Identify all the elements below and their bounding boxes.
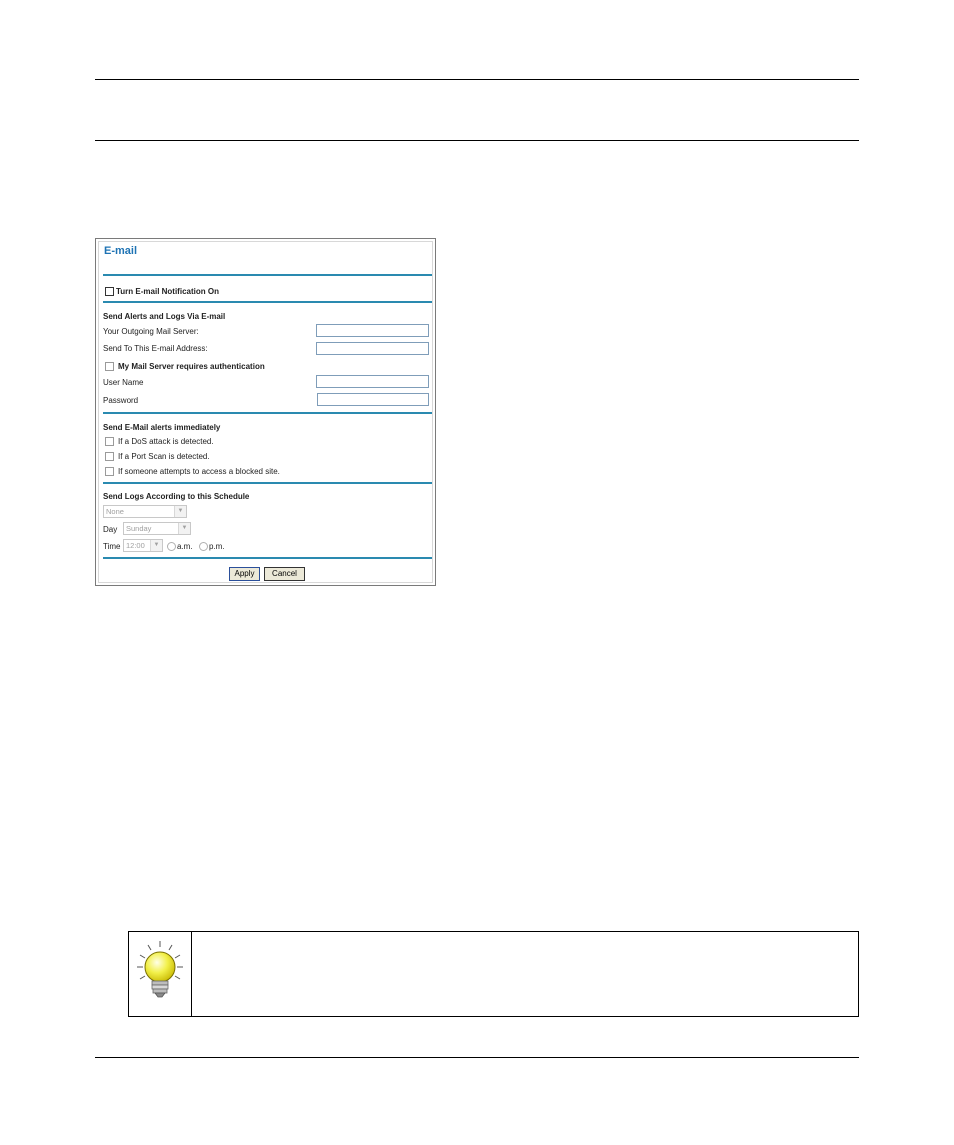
schedule-heading: Send Logs According to this Schedule <box>103 492 250 501</box>
password-label: Password <box>103 396 139 405</box>
am-radio[interactable] <box>167 542 176 551</box>
day-select[interactable] <box>123 522 191 535</box>
password-input[interactable] <box>317 393 429 406</box>
auth-checkbox[interactable] <box>105 362 114 371</box>
blocked-site-checkbox[interactable] <box>105 467 114 476</box>
portscan-checkbox[interactable] <box>105 452 114 461</box>
pm-radio[interactable] <box>199 542 208 551</box>
notification-checkbox[interactable] <box>105 287 114 296</box>
section-divider <box>103 482 432 484</box>
outgoing-server-input[interactable] <box>316 324 429 337</box>
immediate-heading: Send E-Mail alerts immediately <box>103 423 221 432</box>
chevron-down-icon: ▼ <box>178 523 190 534</box>
email-settings-panel <box>95 238 436 586</box>
chevron-down-icon: ▼ <box>174 506 186 517</box>
send-alerts-heading: Send Alerts and Logs Via E-mail <box>103 312 226 321</box>
outgoing-server-label: Your Outgoing Mail Server: <box>103 327 199 336</box>
section-divider <box>103 274 432 276</box>
dos-checkbox[interactable] <box>105 437 114 446</box>
note-box <box>128 931 859 1017</box>
footer-rule <box>95 1057 859 1058</box>
username-input[interactable] <box>316 375 429 388</box>
auth-label: My Mail Server requires authentication <box>118 362 265 371</box>
panel-title: E-mail <box>104 245 138 257</box>
send-to-input[interactable] <box>316 342 429 355</box>
section-divider <box>103 557 432 559</box>
portscan-label: If a Port Scan is detected. <box>118 452 210 461</box>
lightbulb-icon <box>134 938 186 1008</box>
pm-label: p.m. <box>209 542 225 551</box>
schedule-select[interactable] <box>103 505 187 518</box>
cancel-button[interactable]: Cancel <box>264 567 305 581</box>
note-divider <box>191 932 192 1016</box>
time-select[interactable] <box>123 539 163 552</box>
chevron-down-icon: ▼ <box>150 540 162 551</box>
header-rule-bottom <box>95 140 859 141</box>
header-rule-top <box>95 79 859 80</box>
time-label: Time <box>103 542 121 551</box>
panel-frame <box>98 241 433 583</box>
notification-label: Turn E-mail Notification On <box>116 287 219 296</box>
apply-button[interactable]: Apply <box>229 567 260 581</box>
day-label: Day <box>103 525 118 534</box>
dos-label: If a DoS attack is detected. <box>118 437 214 446</box>
schedule-value: None <box>106 507 124 516</box>
day-value: Sunday <box>126 524 152 533</box>
section-divider <box>103 412 432 414</box>
username-label: User Name <box>103 378 144 387</box>
send-to-label: Send To This E-mail Address: <box>103 344 208 353</box>
section-divider <box>103 301 432 303</box>
blocked-site-label: If someone attempts to access a blocked site. <box>118 467 280 476</box>
am-label: a.m. <box>177 542 193 551</box>
time-value: 12:00 <box>126 541 145 550</box>
